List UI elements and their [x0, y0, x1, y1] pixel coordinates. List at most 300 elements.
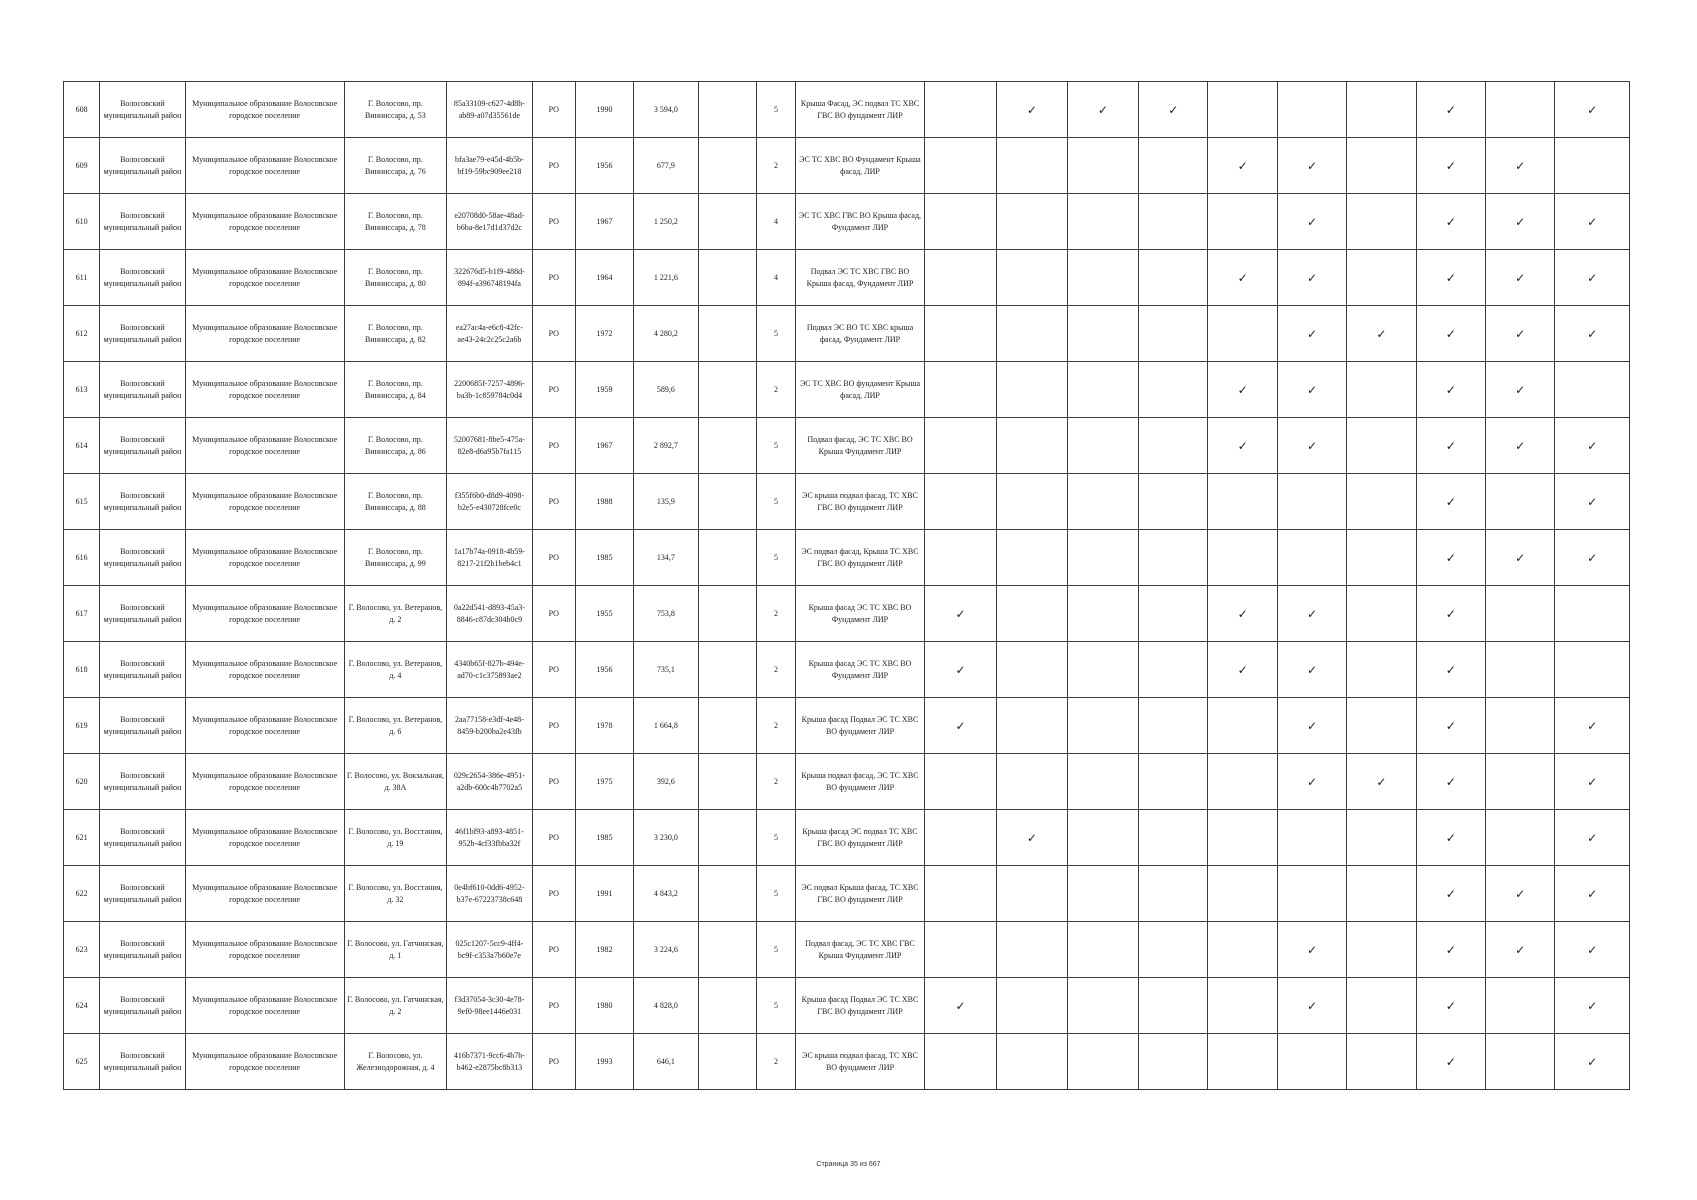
row-number-cell: 611	[64, 250, 100, 306]
work-check-cell	[1208, 754, 1277, 810]
check-mark-icon: ✓	[955, 718, 966, 733]
district-cell: Волосовский муниципальный район	[100, 138, 185, 194]
check-mark-icon: ✓	[1307, 382, 1318, 397]
table-row	[64, 362, 1630, 418]
check-mark-icon: ✓	[1445, 158, 1456, 173]
build-year-cell: 1991	[575, 866, 633, 922]
check-mark-icon: ✓	[1445, 270, 1456, 285]
row-number-cell: 613	[64, 362, 100, 418]
work-check-cell	[1347, 306, 1416, 362]
work-check-cell	[997, 810, 1067, 866]
work-check-cell	[1486, 474, 1555, 530]
empty-cell	[698, 978, 756, 1034]
work-check-cell	[1416, 866, 1485, 922]
work-check-cell	[1347, 194, 1416, 250]
work-check-cell	[1067, 138, 1138, 194]
work-check-cell	[924, 474, 996, 530]
work-check-cell	[1277, 250, 1346, 306]
guid-cell: 2aa77158-e3df-4e48-8459-b200ba2e43fb	[447, 698, 532, 754]
guid-cell: 52007681-8be5-475a-82e8-d6a95b7fa115	[447, 418, 532, 474]
work-check-cell	[1277, 306, 1346, 362]
row-number-cell: 623	[64, 922, 100, 978]
check-mark-icon: ✓	[1097, 102, 1108, 117]
work-check-cell	[1277, 1034, 1346, 1090]
build-year-cell: 1993	[575, 1034, 633, 1090]
check-mark-icon: ✓	[1445, 494, 1456, 509]
check-mark-icon: ✓	[1587, 942, 1598, 957]
area-cell: 1 221,6	[634, 250, 698, 306]
work-check-cell	[997, 194, 1067, 250]
work-check-cell	[1139, 362, 1208, 418]
check-mark-icon: ✓	[1587, 1054, 1598, 1069]
check-mark-icon: ✓	[1587, 830, 1598, 845]
work-check-cell	[1067, 306, 1138, 362]
guid-cell: 322676d5-b1f9-488d-894f-a396748194fa	[447, 250, 532, 306]
address-cell: Г. Волосово, ул. Ветеранов, д. 4	[344, 642, 447, 698]
work-check-cell	[1067, 810, 1138, 866]
check-mark-icon: ✓	[1237, 662, 1248, 677]
work-check-cell	[997, 1034, 1067, 1090]
work-check-cell	[1486, 698, 1555, 754]
check-mark-icon: ✓	[1445, 942, 1456, 957]
check-mark-icon: ✓	[1587, 998, 1598, 1013]
address-cell: Г. Волосово, ул. Гатчинская, д. 2	[344, 978, 447, 1034]
table-row	[64, 642, 1630, 698]
floors-cell: 5	[756, 82, 795, 138]
district-cell: Волосовский муниципальный район	[100, 698, 185, 754]
work-check-cell	[1347, 810, 1416, 866]
address-cell: Г. Волосово, пр. Винниссара, д. 78	[344, 194, 447, 250]
work-check-cell	[997, 698, 1067, 754]
work-check-cell	[1208, 362, 1277, 418]
floors-cell: 2	[756, 642, 795, 698]
municipality-cell: Муниципальное образование Волосовское городское поселение	[185, 530, 344, 586]
floors-cell: 5	[756, 418, 795, 474]
row-number-cell: 621	[64, 810, 100, 866]
work-check-cell	[1486, 866, 1555, 922]
table-row	[64, 194, 1630, 250]
work-check-cell	[1067, 474, 1138, 530]
municipality-cell: Муниципальное образование Волосовское городское поселение	[185, 418, 344, 474]
work-check-cell	[924, 586, 996, 642]
check-mark-icon: ✓	[1445, 606, 1456, 621]
check-mark-icon: ✓	[1307, 438, 1318, 453]
work-check-cell	[1208, 250, 1277, 306]
works-list-cell: Крыша фасад Подвал ЭС ТС ХВС ВО фундамент ЛИР	[796, 698, 925, 754]
guid-cell: bfa3ae79-e45d-4b5b-bf19-59bc909ee218	[447, 138, 532, 194]
work-check-cell	[1486, 82, 1555, 138]
empty-cell	[698, 530, 756, 586]
row-number-cell: 619	[64, 698, 100, 754]
area-cell: 589,6	[634, 362, 698, 418]
row-number-cell: 622	[64, 866, 100, 922]
work-check-cell	[1277, 194, 1346, 250]
housing-register-table	[63, 81, 1630, 1090]
work-check-cell	[1416, 530, 1485, 586]
check-mark-icon: ✓	[1307, 942, 1318, 957]
build-year-cell: 1975	[575, 754, 633, 810]
work-check-cell	[1067, 698, 1138, 754]
table-row	[64, 306, 1630, 362]
empty-cell	[698, 418, 756, 474]
work-check-cell	[1555, 474, 1630, 530]
work-check-cell	[1555, 698, 1630, 754]
guid-cell: e20708d0-58ae-48ad-b6ba-8e17d1d37d2c	[447, 194, 532, 250]
row-number-cell: 609	[64, 138, 100, 194]
work-check-cell	[1347, 250, 1416, 306]
floors-cell: 2	[756, 754, 795, 810]
check-mark-icon: ✓	[1307, 606, 1318, 621]
check-mark-icon: ✓	[1307, 718, 1318, 733]
check-mark-icon: ✓	[1587, 438, 1598, 453]
address-cell: Г. Волосово, ул. Восстания, д. 32	[344, 866, 447, 922]
build-year-cell: 1967	[575, 194, 633, 250]
work-check-cell	[924, 698, 996, 754]
work-check-cell	[1555, 922, 1630, 978]
work-check-cell	[1139, 194, 1208, 250]
address-cell: Г. Волосово, ул. Железнодорожная, д. 4	[344, 1034, 447, 1090]
municipality-cell: Муниципальное образование Волосовское городское поселение	[185, 754, 344, 810]
check-mark-icon: ✓	[1587, 494, 1598, 509]
check-mark-icon: ✓	[1515, 158, 1526, 173]
area-cell: 134,7	[634, 530, 698, 586]
works-list-cell: Крыша фасад ЭС ТС ХВС ВО Фундамент ЛИР	[796, 642, 925, 698]
work-check-cell	[1277, 978, 1346, 1034]
table-row	[64, 250, 1630, 306]
work-check-cell	[1067, 418, 1138, 474]
floors-cell: 2	[756, 138, 795, 194]
work-check-cell	[924, 138, 996, 194]
municipality-cell: Муниципальное образование Волосовское городское поселение	[185, 82, 344, 138]
fund-type-cell: РО	[532, 474, 575, 530]
works-list-cell: Крыша фасад Подвал ЭС ТС ХВС ГВС ВО фундамент ЛИР	[796, 978, 925, 1034]
district-cell: Волосовский муниципальный район	[100, 642, 185, 698]
work-check-cell	[924, 1034, 996, 1090]
work-check-cell	[1139, 306, 1208, 362]
work-check-cell	[1067, 82, 1138, 138]
works-list-cell: ЭС крыша подвал фасад, ТС ХВС ГВС ВО фундамент ЛИР	[796, 474, 925, 530]
area-cell: 3 224,6	[634, 922, 698, 978]
work-check-cell	[1347, 362, 1416, 418]
empty-cell	[698, 138, 756, 194]
work-check-cell	[1208, 418, 1277, 474]
empty-cell	[698, 82, 756, 138]
fund-type-cell: РО	[532, 138, 575, 194]
empty-cell	[698, 698, 756, 754]
work-check-cell	[1208, 306, 1277, 362]
check-mark-icon: ✓	[1515, 438, 1526, 453]
table-row	[64, 418, 1630, 474]
works-list-cell: ЭС ТС ХВС ГВС ВО Крыша фасад, Фундамент ЛИР	[796, 194, 925, 250]
work-check-cell	[924, 530, 996, 586]
row-number-cell: 610	[64, 194, 100, 250]
work-check-cell	[997, 978, 1067, 1034]
address-cell: Г. Волосово, пр. Винниссара, д. 84	[344, 362, 447, 418]
work-check-cell	[1208, 922, 1277, 978]
floors-cell: 5	[756, 978, 795, 1034]
floors-cell: 5	[756, 306, 795, 362]
area-cell: 646,1	[634, 1034, 698, 1090]
work-check-cell	[1486, 250, 1555, 306]
check-mark-icon: ✓	[1237, 438, 1248, 453]
check-mark-icon: ✓	[1237, 270, 1248, 285]
check-mark-icon: ✓	[1587, 774, 1598, 789]
municipality-cell: Муниципальное образование Волосовское городское поселение	[185, 698, 344, 754]
work-check-cell	[1067, 362, 1138, 418]
guid-cell: 0a22d541-d893-45a3-8846-c87dc304b0c9	[447, 586, 532, 642]
check-mark-icon: ✓	[1026, 102, 1037, 117]
work-check-cell	[997, 82, 1067, 138]
area-cell: 677,9	[634, 138, 698, 194]
fund-type-cell: РО	[532, 698, 575, 754]
fund-type-cell: РО	[532, 306, 575, 362]
check-mark-icon: ✓	[1587, 102, 1598, 117]
address-cell: Г. Волосово, пр. Винниссара, д. 82	[344, 306, 447, 362]
work-check-cell	[1555, 586, 1630, 642]
build-year-cell: 1967	[575, 418, 633, 474]
area-cell: 4 280,2	[634, 306, 698, 362]
work-check-cell	[1416, 754, 1485, 810]
check-mark-icon: ✓	[1515, 326, 1526, 341]
build-year-cell: 1972	[575, 306, 633, 362]
empty-cell	[698, 306, 756, 362]
area-cell: 753,8	[634, 586, 698, 642]
floors-cell: 5	[756, 474, 795, 530]
address-cell: Г. Волосово, пр. Винниссара, д. 53	[344, 82, 447, 138]
work-check-cell	[1277, 418, 1346, 474]
check-mark-icon: ✓	[1307, 998, 1318, 1013]
work-check-cell	[1555, 82, 1630, 138]
page-number-footer: Страница 35 из 667	[816, 1161, 881, 1168]
check-mark-icon: ✓	[1307, 774, 1318, 789]
work-check-cell	[1347, 586, 1416, 642]
district-cell: Волосовский муниципальный район	[100, 978, 185, 1034]
work-check-cell	[1486, 418, 1555, 474]
address-cell: Г. Волосово, пр. Винниссара, д. 86	[344, 418, 447, 474]
municipality-cell: Муниципальное образование Волосовское городское поселение	[185, 642, 344, 698]
build-year-cell: 1964	[575, 250, 633, 306]
row-number-cell: 616	[64, 530, 100, 586]
work-check-cell	[1416, 642, 1485, 698]
work-check-cell	[1555, 530, 1630, 586]
work-check-cell	[1139, 1034, 1208, 1090]
guid-cell: f3d37054-3c30-4e78-9ef0-98ee1446e031	[447, 978, 532, 1034]
work-check-cell	[1486, 642, 1555, 698]
work-check-cell	[997, 138, 1067, 194]
guid-cell: 025c1207-5cc9-4ff4-bc9f-c353a7b60e7e	[447, 922, 532, 978]
check-mark-icon: ✓	[1307, 662, 1318, 677]
work-check-cell	[1416, 418, 1485, 474]
work-check-cell	[1416, 194, 1485, 250]
fund-type-cell: РО	[532, 978, 575, 1034]
work-check-cell	[1416, 922, 1485, 978]
build-year-cell: 1956	[575, 642, 633, 698]
floors-cell: 4	[756, 194, 795, 250]
guid-cell: 46f1bf93-a893-4851-952b-4cf33fbba32f	[447, 810, 532, 866]
work-check-cell	[924, 978, 996, 1034]
work-check-cell	[1139, 754, 1208, 810]
table-row	[64, 82, 1630, 138]
district-cell: Волосовский муниципальный район	[100, 306, 185, 362]
works-list-cell: ЭС ТС ХВС ВО Фундамент Крыша фасад, ЛИР	[796, 138, 925, 194]
work-check-cell	[1139, 978, 1208, 1034]
table-body	[64, 82, 1630, 1090]
work-check-cell	[1067, 1034, 1138, 1090]
check-mark-icon: ✓	[1307, 270, 1318, 285]
work-check-cell	[924, 306, 996, 362]
floors-cell: 2	[756, 586, 795, 642]
work-check-cell	[1347, 754, 1416, 810]
work-check-cell	[1139, 810, 1208, 866]
work-check-cell	[1067, 922, 1138, 978]
work-check-cell	[1347, 978, 1416, 1034]
work-check-cell	[1208, 530, 1277, 586]
work-check-cell	[1139, 586, 1208, 642]
check-mark-icon: ✓	[1237, 158, 1248, 173]
area-cell: 135,9	[634, 474, 698, 530]
work-check-cell	[1208, 82, 1277, 138]
area-cell: 392,6	[634, 754, 698, 810]
floors-cell: 2	[756, 698, 795, 754]
work-check-cell	[1067, 194, 1138, 250]
work-check-cell	[924, 194, 996, 250]
work-check-cell	[1416, 810, 1485, 866]
work-check-cell	[1277, 922, 1346, 978]
work-check-cell	[997, 250, 1067, 306]
floors-cell: 5	[756, 810, 795, 866]
work-check-cell	[997, 642, 1067, 698]
work-check-cell	[1208, 138, 1277, 194]
work-check-cell	[924, 418, 996, 474]
empty-cell	[698, 194, 756, 250]
works-list-cell: Подвал фасад, ЭС ТС ХВС ВО Крыша Фундамент ЛИР	[796, 418, 925, 474]
district-cell: Волосовский муниципальный район	[100, 530, 185, 586]
work-check-cell	[1067, 250, 1138, 306]
municipality-cell: Муниципальное образование Волосовское городское поселение	[185, 586, 344, 642]
work-check-cell	[1347, 138, 1416, 194]
work-check-cell	[1555, 250, 1630, 306]
work-check-cell	[1555, 754, 1630, 810]
work-check-cell	[997, 362, 1067, 418]
work-check-cell	[1555, 362, 1630, 418]
row-number-cell: 620	[64, 754, 100, 810]
row-number-cell: 625	[64, 1034, 100, 1090]
work-check-cell	[1416, 698, 1485, 754]
check-mark-icon: ✓	[1587, 214, 1598, 229]
work-check-cell	[1067, 978, 1138, 1034]
work-check-cell	[1416, 1034, 1485, 1090]
row-number-cell: 624	[64, 978, 100, 1034]
fund-type-cell: РО	[532, 82, 575, 138]
work-check-cell	[1139, 530, 1208, 586]
work-check-cell	[1277, 698, 1346, 754]
work-check-cell	[924, 810, 996, 866]
work-check-cell	[1347, 642, 1416, 698]
area-cell: 1 664,8	[634, 698, 698, 754]
check-mark-icon: ✓	[1445, 382, 1456, 397]
municipality-cell: Муниципальное образование Волосовское городское поселение	[185, 810, 344, 866]
work-check-cell	[924, 250, 996, 306]
work-check-cell	[1347, 866, 1416, 922]
work-check-cell	[1555, 194, 1630, 250]
work-check-cell	[1347, 474, 1416, 530]
row-number-cell: 618	[64, 642, 100, 698]
works-list-cell: Крыша фасад ЭС ТС ХВС ВО Фундамент ЛИР	[796, 586, 925, 642]
guid-cell: 416b7371-9cc6-4b7b-b462-e2875bc8b313	[447, 1034, 532, 1090]
table-row	[64, 978, 1630, 1034]
check-mark-icon: ✓	[1587, 718, 1598, 733]
work-check-cell	[1486, 922, 1555, 978]
work-check-cell	[997, 586, 1067, 642]
work-check-cell	[1555, 642, 1630, 698]
address-cell: Г. Волосово, ул. Восстания, д. 19	[344, 810, 447, 866]
check-mark-icon: ✓	[1445, 326, 1456, 341]
empty-cell	[698, 586, 756, 642]
build-year-cell: 1955	[575, 586, 633, 642]
check-mark-icon: ✓	[1237, 606, 1248, 621]
work-check-cell	[1416, 586, 1485, 642]
build-year-cell: 1982	[575, 922, 633, 978]
empty-cell	[698, 250, 756, 306]
work-check-cell	[1486, 978, 1555, 1034]
work-check-cell	[1555, 138, 1630, 194]
work-check-cell	[1208, 1034, 1277, 1090]
table-row	[64, 698, 1630, 754]
empty-cell	[698, 922, 756, 978]
work-check-cell	[1555, 978, 1630, 1034]
work-check-cell	[1067, 754, 1138, 810]
work-check-cell	[1416, 978, 1485, 1034]
municipality-cell: Муниципальное образование Волосовское городское поселение	[185, 978, 344, 1034]
municipality-cell: Муниципальное образование Волосовское городское поселение	[185, 922, 344, 978]
work-check-cell	[1277, 754, 1346, 810]
district-cell: Волосовский муниципальный район	[100, 866, 185, 922]
work-check-cell	[1139, 418, 1208, 474]
address-cell: Г. Волосово, пр. Винниссара, д. 88	[344, 474, 447, 530]
work-check-cell	[1555, 418, 1630, 474]
work-check-cell	[1139, 138, 1208, 194]
floors-cell: 2	[756, 1034, 795, 1090]
work-check-cell	[1416, 306, 1485, 362]
check-mark-icon: ✓	[1307, 326, 1318, 341]
area-cell: 735,1	[634, 642, 698, 698]
address-cell: Г. Волосово, ул. Гатчинская, д. 1	[344, 922, 447, 978]
work-check-cell	[1208, 474, 1277, 530]
work-check-cell	[997, 922, 1067, 978]
work-check-cell	[1347, 418, 1416, 474]
work-check-cell	[1277, 866, 1346, 922]
work-check-cell	[1067, 642, 1138, 698]
floors-cell: 4	[756, 250, 795, 306]
guid-cell: 2200685f-7257-4896-ba3b-1c859784c0d4	[447, 362, 532, 418]
check-mark-icon: ✓	[1445, 718, 1456, 733]
fund-type-cell: РО	[532, 922, 575, 978]
check-mark-icon: ✓	[955, 662, 966, 677]
work-check-cell	[997, 418, 1067, 474]
work-check-cell	[1416, 138, 1485, 194]
row-number-cell: 612	[64, 306, 100, 362]
guid-cell: 85a33109-c627-4d8b-ab89-a07d35561de	[447, 82, 532, 138]
work-check-cell	[1347, 82, 1416, 138]
works-list-cell: ЭС подвал фасад, Крыша ТС ХВС ГВС ВО фундамент ЛИР	[796, 530, 925, 586]
check-mark-icon: ✓	[1445, 774, 1456, 789]
floors-cell: 2	[756, 362, 795, 418]
address-cell: Г. Волосово, пр. Винниссара, д. 76	[344, 138, 447, 194]
fund-type-cell: РО	[532, 1034, 575, 1090]
check-mark-icon: ✓	[1445, 830, 1456, 845]
build-year-cell: 1980	[575, 978, 633, 1034]
check-mark-icon: ✓	[1168, 102, 1179, 117]
